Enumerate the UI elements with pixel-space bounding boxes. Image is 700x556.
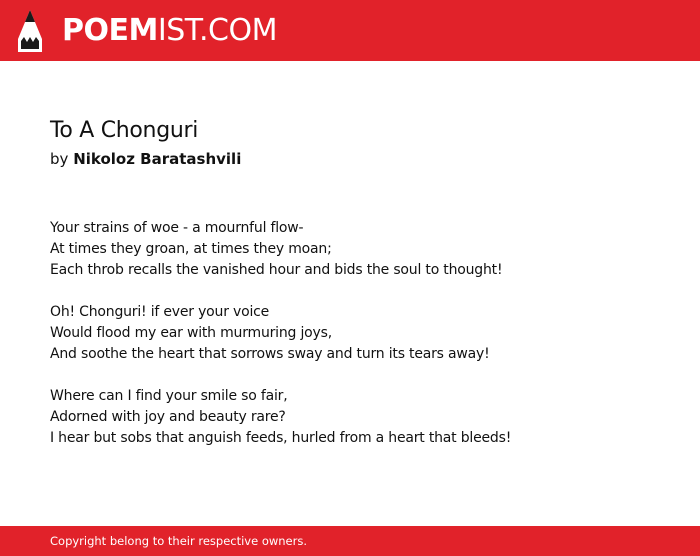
stanza: [50, 302, 670, 365]
poem-line: Oh! Chonguri! if ever your voice: [50, 304, 270, 320]
poem-line: At times they groan, at times they moan;: [50, 241, 332, 257]
site-footer: [0, 526, 700, 556]
site-logo-text[interactable]: [62, 11, 277, 51]
poem-body: [50, 218, 670, 470]
poem-line: Your strains of woe - a mournful flow-: [50, 220, 304, 236]
copyright-notice: Copyright belong to their respective owners.: [50, 534, 308, 548]
pencil-icon[interactable]: [17, 9, 43, 53]
poem-line: Where can I find your smile so fair,: [50, 388, 288, 404]
author-name: Nikoloz Baratashvili: [73, 150, 242, 168]
by-label: by: [50, 150, 69, 168]
poem-line: I hear but sobs that anguish feeds, hurled from a heart that bleeds!: [50, 430, 512, 446]
stanza: [50, 386, 670, 449]
poem-title: To A Chonguri: [50, 118, 199, 143]
poem-line: And soothe the heart that sorrows sway and turn its tears away!: [50, 346, 490, 362]
poem-line: Adorned with joy and beauty rare?: [50, 409, 286, 425]
stanza: [50, 218, 670, 281]
brand-light: IST.COM: [157, 13, 277, 48]
poem-line: Each throb recalls the vanished hour and bids the soul to thought!: [50, 262, 503, 278]
brand-bold: POEM: [62, 13, 158, 48]
byline: [50, 148, 241, 170]
poem-line: Would flood my ear with murmuring joys,: [50, 325, 332, 341]
site-header: [0, 0, 700, 61]
